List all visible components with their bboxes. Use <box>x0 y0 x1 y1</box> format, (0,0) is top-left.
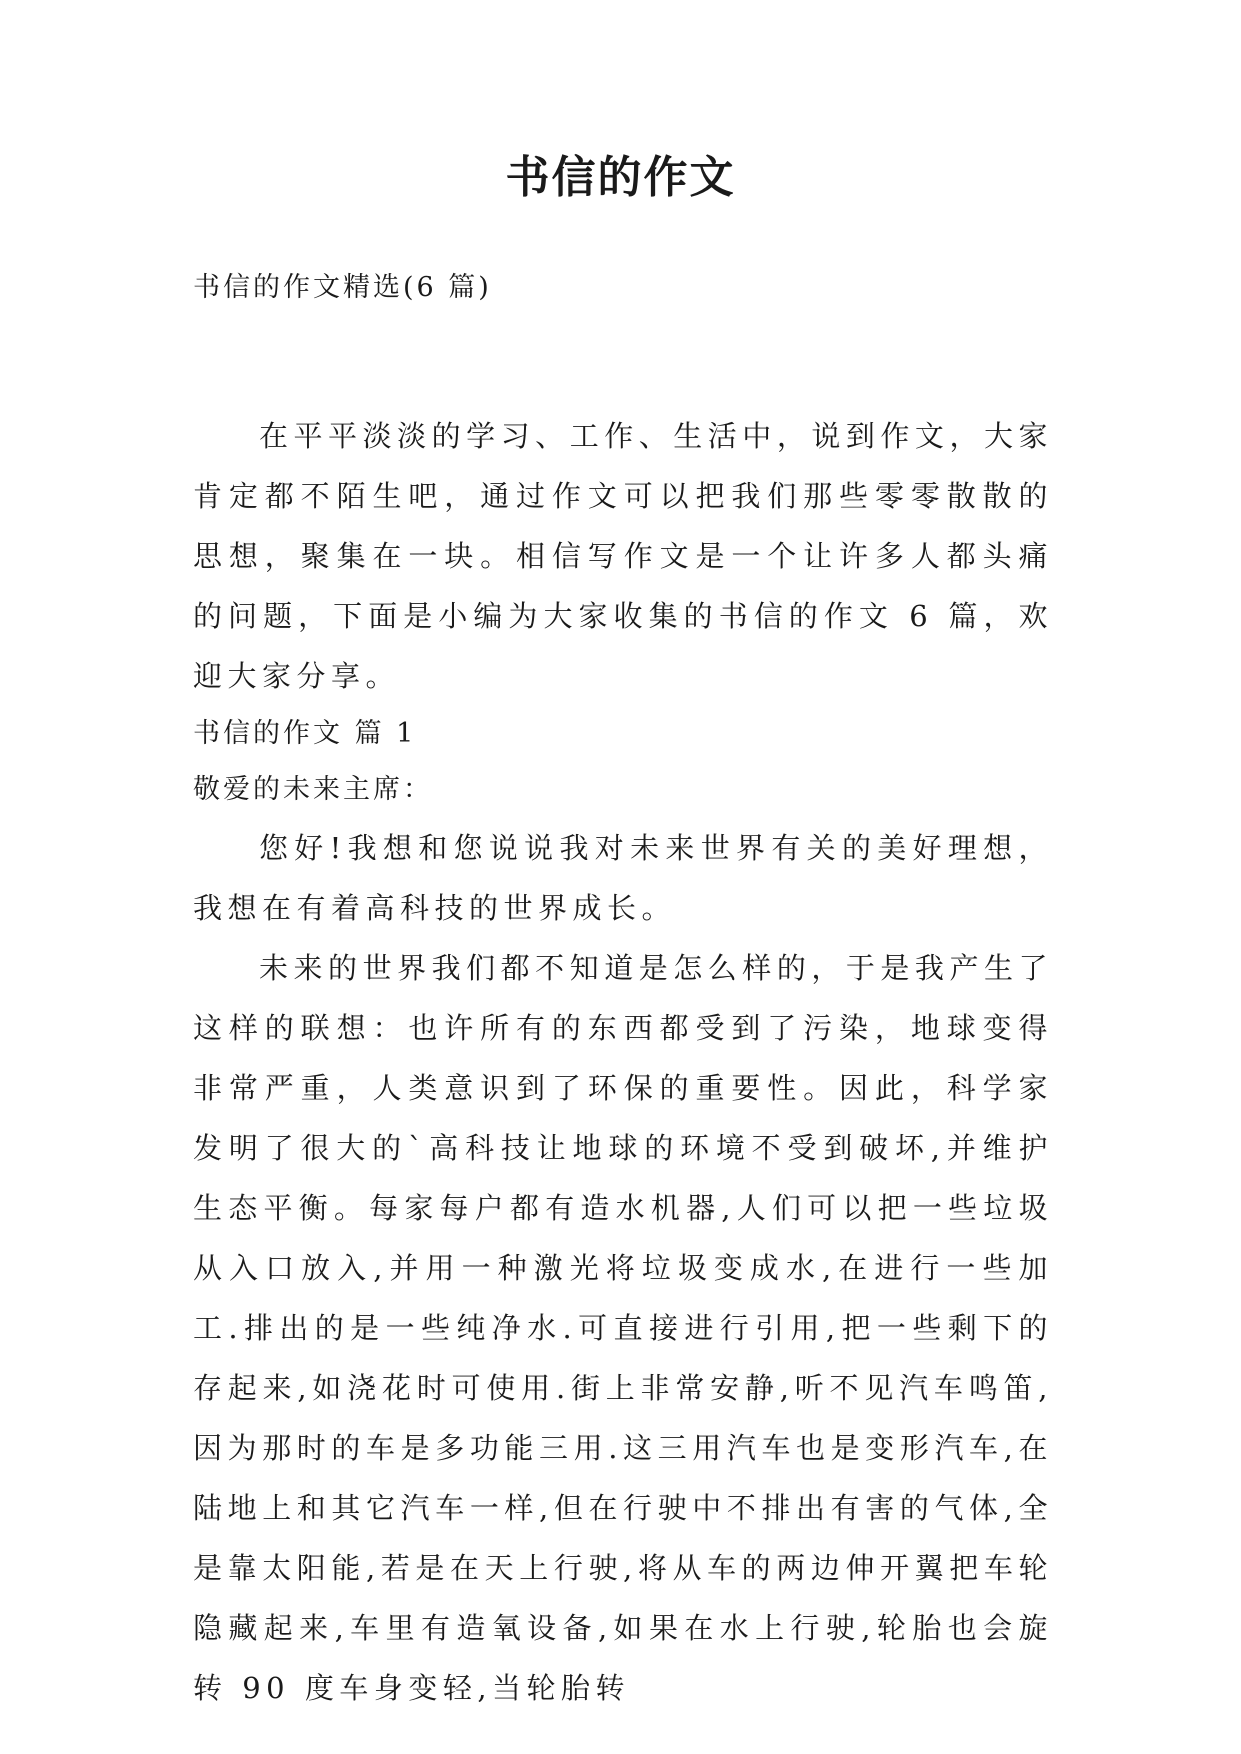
intro-paragraph: 在平平淡淡的学习、工作、生活中，说到作文，大家肯定都不陌生吧，通过作文可以把我们那些零零散散的思想，聚集在一块。相信写作文是一个让许多人都头痛的问题，下面是小编为大家收集的书信的作文 6 篇，欢迎大家分享。 <box>193 419 1053 693</box>
letter-paragraph: 未来的世界我们都不知道是怎么样的，于是我产生了这样的联想：也许所有的东西都受到了污染，地球变得非常严重，人类意识到了环保的重要性。因此，科学家发明了很大的`高科技让地球的环境不受到破坏,并维护生态平衡。每家每户都有造水机器,人们可以把一些垃圾从入口放入,并用一种激光将垃圾变成水,在进行一些加工.排出的是一些纯净水.可直接进行引用,把一些剩下的存起来,如浇花时可使用.街上非常安静,听不见汽车鸣笛,因为那时的车是多功能三用.这三用汽车也是变形汽车,在陆地上和其它汽车一样,但在行驶中不排出有害的气体,全是靠太阳能,若是在天上行驶,将从车的两边伸开翼把车轮隐藏起来,车里有造氧设备,如果在水上行驶,轮胎也会旋转 90 度车身变轻,当轮胎转 <box>193 951 1053 1705</box>
section-heading: 书信的作文 篇 1 <box>193 718 417 749</box>
document-body <box>193 406 1053 1718</box>
letter-salutation: 敬爱的未来主席： <box>193 774 433 805</box>
document-subtitle: 书信的作文精选(6 篇) <box>193 272 492 303</box>
letter-paragraph: 您好!我想和您说说我对未来世界有关的美好理想，我想在有着高科技的世界成长。 <box>193 831 1053 925</box>
document-title: 书信的作文 <box>505 152 736 203</box>
